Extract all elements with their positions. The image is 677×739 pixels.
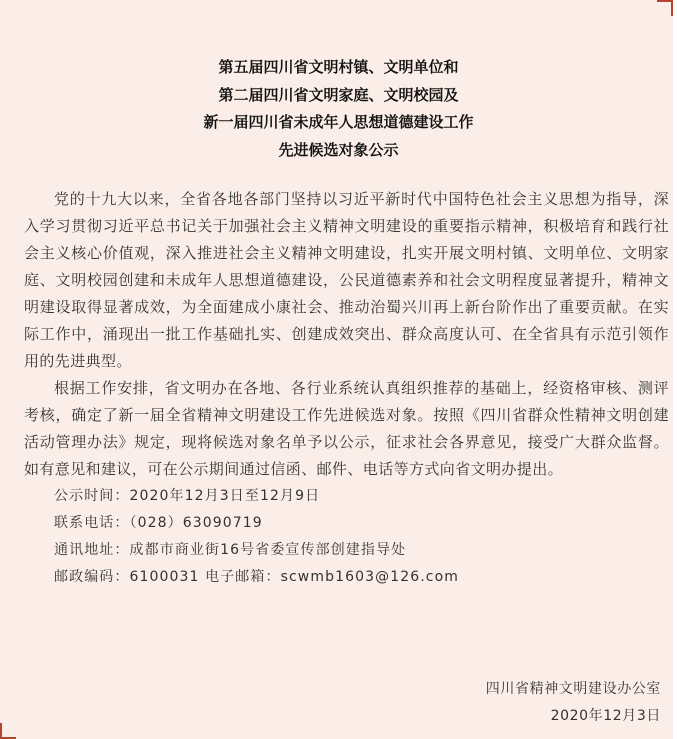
title-line-4: 先进候选对象公示 [278,140,399,159]
signature-block [486,676,661,730]
issue-date: 2020年12月3日 [550,708,661,724]
corner-decoration-top-right [657,0,673,16]
publicity-period: 公示时间：2020年12月3日至12月9日 [54,488,321,504]
corner-decoration-bottom-left [0,723,16,739]
title-line-2: 第二届四川省文明家庭、文明校园及 [218,85,459,104]
notice-title [0,54,677,164]
title-line-3: 新一届四川省未成年人思想道德建设工作 [203,113,474,131]
issuing-organization: 四川省精神文明建设办公室 [485,681,661,697]
mailing-address: 通讯地址：成都市商业街16号省委宣传部创建指导处 [54,542,407,558]
title-line-1: 第五届四川省文明村镇、文明单位和 [218,58,459,76]
notice-body [24,186,669,591]
paragraph-intro: 党的十九大以来，全省各地各部门坚持以习近平新时代中国特色社会主义思想为指导，深入学习贯彻习近平总书记关于加强社会主义精神文明建设的重要指示精神，积极培育和践行社会主义核心价值观，深入推进社会主义精神文明建设，扎实开展文明村镇、文明单位、文明家庭、文明校园创建和未成年人思想道德建设，公民道德素养和社会文明程度显著提升，精神文明建设取得显著成效，为全面建成小康社会、推动治蜀兴川再上新台阶作出了重要贡献。在实际工作中，涌现出一批工作基础扎实、创建成效突出、群众高度认可、在全省具有示范引领作用的先进典型。 [24,190,669,370]
paragraph-arrangement: 根据工作安排，省文明办在各地、各行业系统认真组织推荐的基础上，经资格审核、测评考核，确定了新一届全省精神文明建设工作先进候选对象。按照《四川省群众性精神文明创建活动管理办法》规定，现将候选对象名单予以公示，征求社会各界意见，接受广大群众监督。如有意见和建议，可在公示期间通过信函、邮件、电话等方式向省文明办提出。 [24,379,669,478]
postal-and-email: 邮政编码：6100031 电子邮箱：scwmb1603@126.com [54,569,459,585]
contact-phone: 联系电话：（028）63090719 [54,515,263,531]
